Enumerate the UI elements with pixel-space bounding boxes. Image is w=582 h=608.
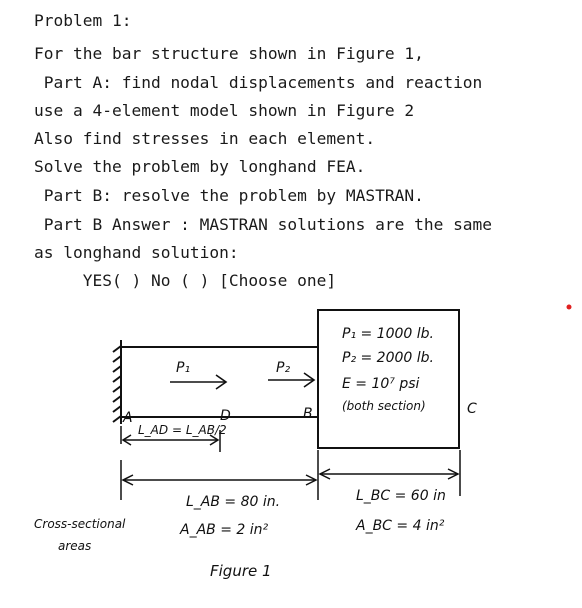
areas-label: areas bbox=[58, 539, 92, 553]
node-b-label: B bbox=[303, 406, 313, 422]
lbc-label: L_BC = 60 in bbox=[356, 488, 446, 504]
problem-line-7: Part B Answer : MASTRAN solutions are the same bbox=[34, 215, 493, 234]
aab-label: A_AB = 2 in² bbox=[180, 522, 269, 538]
problem-line-8: as longhand solution: bbox=[34, 243, 239, 262]
load-p2-note: P₂ = 2000 lb. bbox=[342, 350, 434, 366]
figure-caption: Figure 1 bbox=[210, 562, 272, 580]
problem-line-4: Also find stresses in each element. bbox=[34, 129, 376, 148]
both-section-note: (both section) bbox=[342, 399, 426, 413]
abc-label: A_BC = 4 in² bbox=[356, 518, 445, 534]
problem-line-5: Solve the problem by longhand FEA. bbox=[34, 157, 366, 176]
modulus-note: E = 10⁷ psi bbox=[342, 376, 420, 392]
red-dot-mark bbox=[567, 305, 572, 310]
problem-title: Problem 1: bbox=[34, 11, 132, 30]
node-a-label: A bbox=[123, 410, 133, 426]
problem-line-3: use a 4-element model shown in Figure 2 bbox=[34, 101, 415, 120]
lab-label: L_AB = 80 in. bbox=[186, 494, 281, 510]
problem-line-1: For the bar structure shown in Figure 1, bbox=[34, 44, 424, 63]
node-d-label: D bbox=[220, 408, 231, 424]
node-c-label: C bbox=[467, 401, 477, 417]
problem-line-6: Part B: resolve the problem by MASTRAN. bbox=[34, 186, 424, 205]
load-p1-note: P₁ = 1000 lb. bbox=[342, 326, 434, 342]
problem-line-9: YES( ) No ( ) [Choose one] bbox=[34, 271, 337, 290]
p2-label: P₂ bbox=[276, 360, 291, 376]
load-arrow-p2 bbox=[268, 373, 314, 387]
problem-line-2: Part A: find nodal displacements and reaction bbox=[34, 73, 483, 92]
fixed-wall bbox=[113, 340, 121, 424]
cross-section-label: Cross-sectional bbox=[34, 517, 126, 531]
load-arrow-p1 bbox=[170, 375, 226, 389]
lad-label: L_AD = L_AB/2 bbox=[138, 423, 227, 437]
p1-label: P₁ bbox=[176, 360, 191, 376]
